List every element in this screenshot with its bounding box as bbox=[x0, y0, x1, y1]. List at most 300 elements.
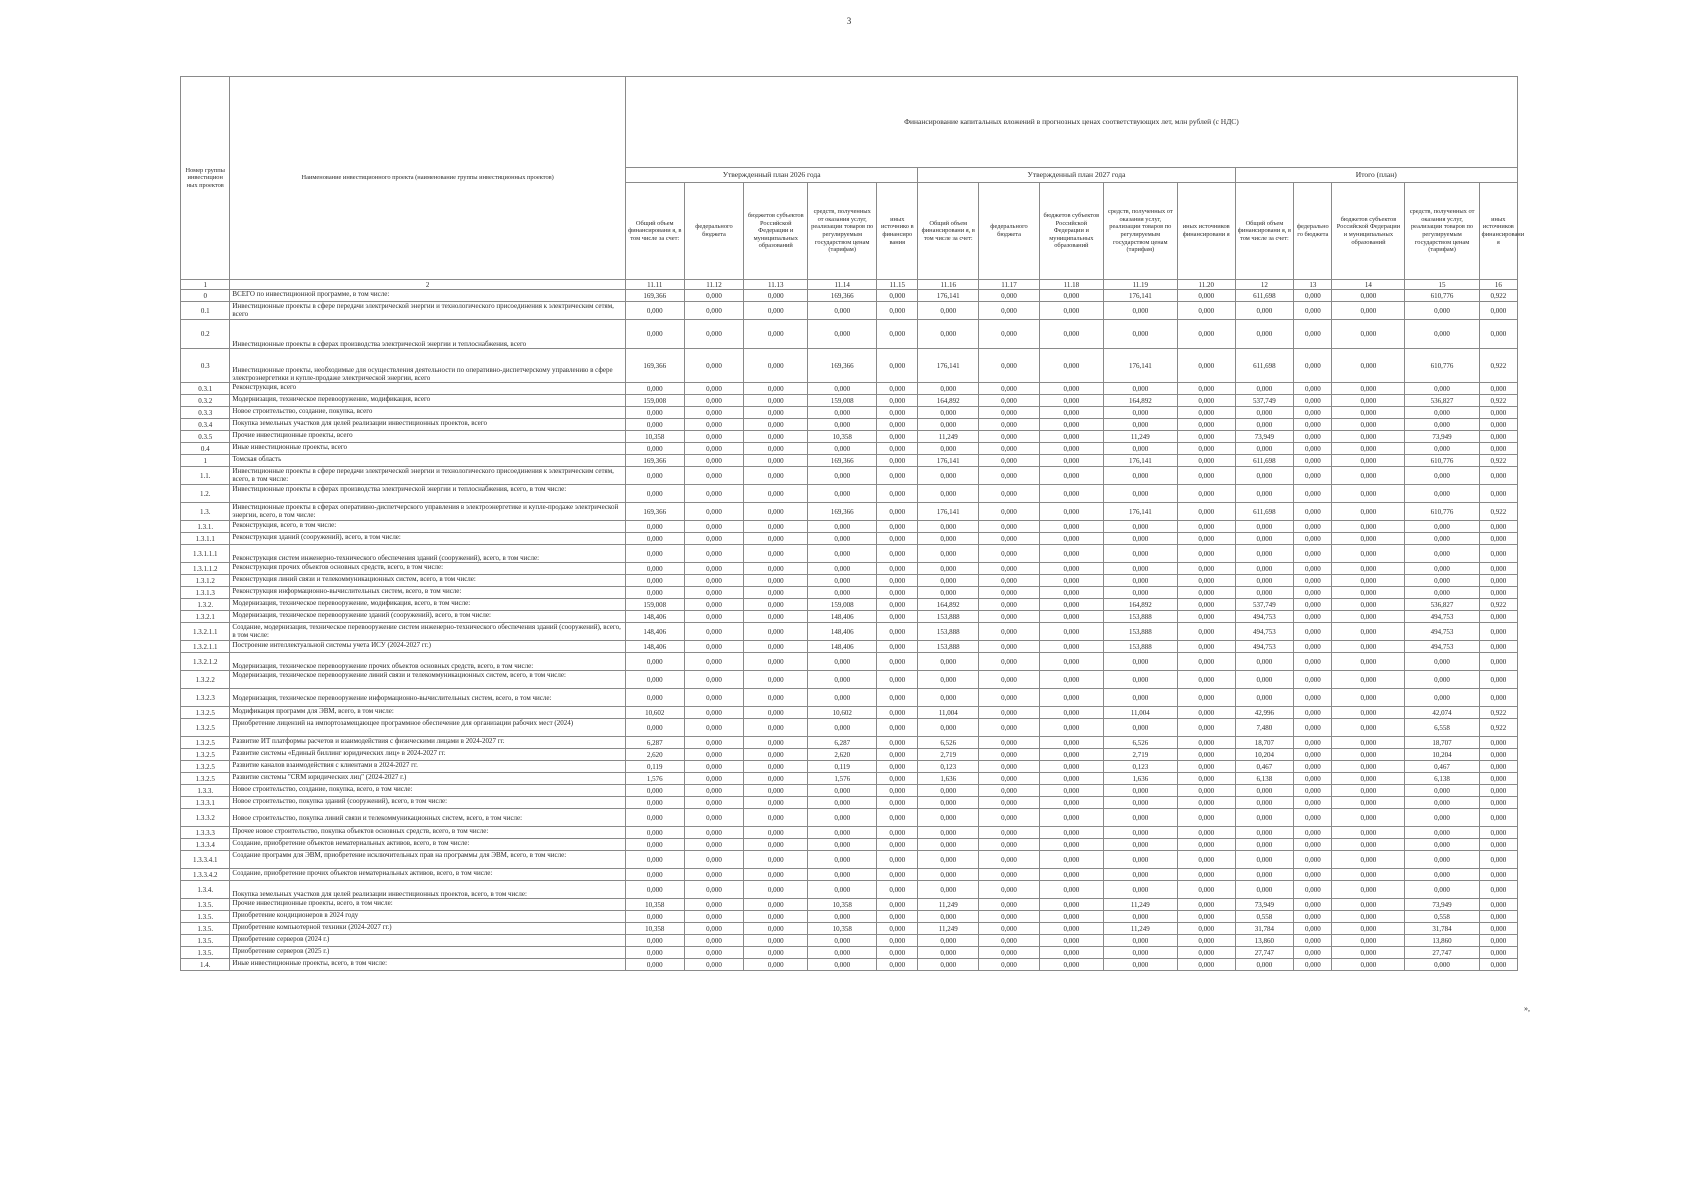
value-cell: 0,000 bbox=[1294, 641, 1332, 653]
value-cell: 0,000 bbox=[684, 719, 744, 737]
value-cell: 0,000 bbox=[1294, 851, 1332, 869]
value-cell: 0,000 bbox=[684, 881, 744, 899]
table-row bbox=[181, 599, 1518, 611]
value-cell: 0,000 bbox=[1294, 503, 1332, 521]
value-cell: 0,000 bbox=[808, 911, 877, 923]
row-number: 1.3.2. bbox=[181, 599, 230, 611]
value-cell: 10,204 bbox=[1235, 749, 1294, 761]
column-number: 11.15 bbox=[877, 280, 918, 290]
value-cell: 0,000 bbox=[1177, 419, 1235, 431]
value-cell: 0,000 bbox=[877, 455, 918, 467]
row-number: 1.3.2.1 bbox=[181, 611, 230, 623]
project-name-cell: Прочие инвестиционные проекты, всего bbox=[230, 431, 625, 443]
value-cell: 0,922 bbox=[1479, 707, 1517, 719]
value-cell: 0,922 bbox=[1479, 395, 1517, 407]
value-cell: 18,707 bbox=[1405, 737, 1479, 749]
value-cell: 0,000 bbox=[979, 719, 1040, 737]
value-cell: 0,000 bbox=[1294, 587, 1332, 599]
value-cell: 0,000 bbox=[808, 809, 877, 827]
value-cell: 0,000 bbox=[1039, 689, 1103, 707]
value-cell: 0,000 bbox=[1294, 911, 1332, 923]
value-cell: 0,000 bbox=[1332, 839, 1405, 851]
value-cell: 31,784 bbox=[1405, 923, 1479, 935]
value-cell: 0,000 bbox=[1405, 443, 1479, 455]
value-cell: 11,004 bbox=[1103, 707, 1177, 719]
project-name-cell: Иные инвестиционные проекты, всего, в том числе: bbox=[230, 959, 625, 971]
value-cell: 0,000 bbox=[979, 383, 1040, 395]
project-name-cell: Покупка земельных участков для целей реализации инвестиционных проектов, всего bbox=[230, 419, 625, 431]
value-cell: 153,888 bbox=[1103, 611, 1177, 623]
table-row bbox=[181, 563, 1518, 575]
value-cell: 0,000 bbox=[684, 587, 744, 599]
value-cell: 6,526 bbox=[918, 737, 979, 749]
project-name-cell: Реконструкция зданий (сооружений), всего, в том числе: bbox=[230, 533, 625, 545]
value-cell: 0,000 bbox=[1294, 407, 1332, 419]
value-cell: 0,000 bbox=[684, 419, 744, 431]
value-cell: 0,000 bbox=[979, 761, 1040, 773]
value-cell: 0,000 bbox=[684, 797, 744, 809]
value-cell: 0,000 bbox=[1405, 575, 1479, 587]
row-number: 1.3.3.1 bbox=[181, 797, 230, 809]
row-number: 1.3.3. bbox=[181, 785, 230, 797]
value-cell: 611,698 bbox=[1235, 349, 1294, 383]
value-cell: 0,000 bbox=[808, 653, 877, 671]
value-cell: 0,000 bbox=[1235, 419, 1294, 431]
row-number: 0.3.1 bbox=[181, 383, 230, 395]
row-number: 1.3.2.5 bbox=[181, 761, 230, 773]
value-cell: 0,000 bbox=[979, 407, 1040, 419]
value-cell: 0,000 bbox=[1039, 320, 1103, 349]
value-cell: 0,000 bbox=[684, 611, 744, 623]
value-cell: 0,000 bbox=[877, 785, 918, 797]
column-number: 1 bbox=[181, 280, 230, 290]
value-cell: 0,000 bbox=[1177, 320, 1235, 349]
value-cell: 0,000 bbox=[744, 851, 808, 869]
value-cell: 0,000 bbox=[1039, 707, 1103, 719]
row-number: 0 bbox=[181, 290, 230, 302]
project-name-cell: Новое строительство, покупка зданий (сооружений), всего, в том числе: bbox=[230, 797, 625, 809]
value-cell: 27,747 bbox=[1235, 947, 1294, 959]
value-cell: 153,888 bbox=[1103, 623, 1177, 641]
financing-table bbox=[180, 76, 1525, 971]
row-number: 0.4 bbox=[181, 443, 230, 455]
value-cell: 13,860 bbox=[1235, 935, 1294, 947]
project-name-cell: Создание, модернизация, техническое перевооружение систем инженерно-технического обеспечения зданий (сооружений), всего, в том числе: bbox=[230, 623, 625, 641]
value-cell: 176,141 bbox=[1103, 503, 1177, 521]
value-cell: 0,000 bbox=[1479, 671, 1517, 689]
value-cell: 0,000 bbox=[744, 431, 808, 443]
table-row bbox=[181, 587, 1518, 599]
value-cell: 0,000 bbox=[1177, 599, 1235, 611]
project-name-cell: Инвестиционные проекты в сфере передачи электрической энергии и технологического присоединения к электрическим сетям, всего, в том числе: bbox=[230, 467, 625, 485]
value-cell: 0,000 bbox=[684, 383, 744, 395]
row-number: 1.3.3.4.2 bbox=[181, 869, 230, 881]
value-cell: 2,620 bbox=[625, 749, 684, 761]
value-cell: 0,000 bbox=[1332, 575, 1405, 587]
value-cell: 169,366 bbox=[625, 503, 684, 521]
value-cell: 0,000 bbox=[1039, 455, 1103, 467]
value-cell: 0,000 bbox=[979, 521, 1040, 533]
value-cell: 0,000 bbox=[1103, 443, 1177, 455]
row-number: 1.3.5. bbox=[181, 911, 230, 923]
value-cell: 494,753 bbox=[1235, 611, 1294, 623]
column-number: 16 bbox=[1479, 280, 1517, 290]
value-cell: 0,000 bbox=[1177, 467, 1235, 485]
value-cell: 0,000 bbox=[1103, 545, 1177, 563]
row-number: 1.3.5. bbox=[181, 935, 230, 947]
value-cell: 0,000 bbox=[979, 545, 1040, 563]
value-cell: 0,000 bbox=[744, 923, 808, 935]
value-cell: 0,000 bbox=[877, 671, 918, 689]
value-cell: 0,000 bbox=[1235, 671, 1294, 689]
value-cell: 0,000 bbox=[1479, 785, 1517, 797]
value-cell: 0,000 bbox=[1177, 395, 1235, 407]
value-cell: 0,000 bbox=[979, 611, 1040, 623]
row-number: 0.3.5 bbox=[181, 431, 230, 443]
row-number: 1.3.2.5 bbox=[181, 707, 230, 719]
value-cell: 0,000 bbox=[1103, 587, 1177, 599]
value-cell: 0,000 bbox=[744, 671, 808, 689]
value-cell: 0,000 bbox=[1235, 407, 1294, 419]
value-cell: 0,000 bbox=[1479, 869, 1517, 881]
value-cell: 0,000 bbox=[1332, 881, 1405, 899]
value-cell: 0,000 bbox=[1332, 959, 1405, 971]
value-cell: 0,000 bbox=[1479, 881, 1517, 899]
value-cell: 0,000 bbox=[1039, 521, 1103, 533]
value-cell: 0,000 bbox=[684, 653, 744, 671]
value-cell: 0,000 bbox=[1103, 671, 1177, 689]
table-row bbox=[181, 869, 1518, 881]
value-cell: 0,000 bbox=[918, 575, 979, 587]
value-cell: 0,000 bbox=[1039, 959, 1103, 971]
value-cell: 0,000 bbox=[979, 689, 1040, 707]
value-cell: 0,000 bbox=[1103, 719, 1177, 737]
value-cell: 0,000 bbox=[744, 455, 808, 467]
value-cell: 0,000 bbox=[918, 839, 979, 851]
value-cell: 0,000 bbox=[744, 935, 808, 947]
value-cell: 0,000 bbox=[808, 533, 877, 545]
project-name-cell: Покупка земельных участков для целей реализации инвестиционных проектов, всего, в том числе: bbox=[230, 881, 625, 899]
value-cell: 0,000 bbox=[1294, 599, 1332, 611]
value-cell: 0,000 bbox=[1039, 587, 1103, 599]
value-cell: 0,000 bbox=[877, 611, 918, 623]
value-cell: 0,000 bbox=[744, 545, 808, 563]
value-cell: 0,000 bbox=[1039, 737, 1103, 749]
value-cell: 0,000 bbox=[1479, 575, 1517, 587]
value-cell: 73,949 bbox=[1405, 899, 1479, 911]
value-cell: 0,000 bbox=[877, 947, 918, 959]
value-cell: 0,000 bbox=[1479, 839, 1517, 851]
value-cell: 164,892 bbox=[918, 395, 979, 407]
value-cell: 0,000 bbox=[625, 485, 684, 503]
value-cell: 0,000 bbox=[1235, 797, 1294, 809]
value-cell: 0,000 bbox=[625, 521, 684, 533]
value-cell: 0,000 bbox=[625, 881, 684, 899]
value-cell: 0,000 bbox=[1479, 827, 1517, 839]
value-cell: 0,000 bbox=[684, 851, 744, 869]
value-cell: 0,000 bbox=[877, 749, 918, 761]
value-cell: 0,000 bbox=[1332, 623, 1405, 641]
value-cell: 0,000 bbox=[918, 935, 979, 947]
column-number: 2 bbox=[230, 280, 625, 290]
value-cell: 0,000 bbox=[1405, 521, 1479, 533]
value-cell: 0,000 bbox=[877, 395, 918, 407]
value-cell: 0,000 bbox=[1103, 653, 1177, 671]
value-cell: 0,000 bbox=[744, 707, 808, 719]
value-cell: 0,000 bbox=[1294, 485, 1332, 503]
value-cell: 0,000 bbox=[979, 467, 1040, 485]
row-number: 0.1 bbox=[181, 302, 230, 320]
value-cell: 0,000 bbox=[744, 533, 808, 545]
value-cell: 0,000 bbox=[1294, 349, 1332, 383]
value-cell: 0,000 bbox=[918, 959, 979, 971]
value-cell: 2,719 bbox=[918, 749, 979, 761]
value-cell: 0,000 bbox=[1332, 443, 1405, 455]
value-cell: 0,000 bbox=[1479, 911, 1517, 923]
table-row bbox=[181, 467, 1518, 485]
value-cell: 0,000 bbox=[1039, 749, 1103, 761]
value-cell: 0,000 bbox=[1294, 290, 1332, 302]
value-cell: 0,000 bbox=[1294, 302, 1332, 320]
value-cell: 0,000 bbox=[684, 349, 744, 383]
value-cell: 0,000 bbox=[744, 563, 808, 575]
value-cell: 0,000 bbox=[1177, 773, 1235, 785]
value-cell: 0,000 bbox=[1235, 521, 1294, 533]
value-cell: 0,000 bbox=[979, 485, 1040, 503]
value-cell: 0,000 bbox=[1177, 719, 1235, 737]
value-cell: 0,000 bbox=[1405, 545, 1479, 563]
value-cell: 0,000 bbox=[877, 623, 918, 641]
value-cell: 0,000 bbox=[1103, 797, 1177, 809]
value-cell: 1,576 bbox=[625, 773, 684, 785]
value-cell: 0,000 bbox=[1294, 809, 1332, 827]
value-cell: 0,000 bbox=[1405, 587, 1479, 599]
value-cell: 0,000 bbox=[918, 521, 979, 533]
value-cell: 0,922 bbox=[1479, 290, 1517, 302]
project-name-cell: Новое строительство, создание, покупка, всего, в том числе: bbox=[230, 785, 625, 797]
value-cell: 0,000 bbox=[744, 947, 808, 959]
row-number: 1.3.3.4 bbox=[181, 839, 230, 851]
value-cell: 27,747 bbox=[1405, 947, 1479, 959]
project-name-cell: Развитие системы «Единый биллинг юридических лиц» в 2024-2027 гг. bbox=[230, 749, 625, 761]
value-cell: 0,000 bbox=[918, 785, 979, 797]
header-2026-federal-budget: федерального бюджета bbox=[684, 183, 744, 280]
value-cell: 0,000 bbox=[877, 851, 918, 869]
value-cell: 0,000 bbox=[1405, 653, 1479, 671]
value-cell: 0,000 bbox=[1405, 485, 1479, 503]
project-name-cell: Модернизация, техническое перевооружение, модификация, всего, в том числе: bbox=[230, 599, 625, 611]
value-cell: 0,000 bbox=[1479, 320, 1517, 349]
value-cell: 0,000 bbox=[684, 869, 744, 881]
value-cell: 0,922 bbox=[1479, 349, 1517, 383]
value-cell: 0,000 bbox=[744, 911, 808, 923]
value-cell: 0,000 bbox=[684, 395, 744, 407]
value-cell: 13,860 bbox=[1405, 935, 1479, 947]
value-cell: 0,000 bbox=[979, 851, 1040, 869]
value-cell: 0,000 bbox=[1103, 575, 1177, 587]
project-name-cell: Построение интеллектуальной системы учета ИСУ (2024-2027 гг.) bbox=[230, 641, 625, 653]
value-cell: 611,698 bbox=[1235, 455, 1294, 467]
value-cell: 0,000 bbox=[808, 587, 877, 599]
value-cell: 0,000 bbox=[1103, 407, 1177, 419]
value-cell: 0,000 bbox=[1177, 575, 1235, 587]
table-row bbox=[181, 419, 1518, 431]
value-cell: 0,000 bbox=[1103, 869, 1177, 881]
value-cell: 0,000 bbox=[877, 935, 918, 947]
value-cell: 0,000 bbox=[877, 349, 918, 383]
value-cell: 153,888 bbox=[918, 641, 979, 653]
value-cell: 0,000 bbox=[1332, 869, 1405, 881]
value-cell: 0,000 bbox=[625, 869, 684, 881]
value-cell: 0,000 bbox=[1405, 467, 1479, 485]
value-cell: 610,776 bbox=[1405, 349, 1479, 383]
value-cell: 169,366 bbox=[808, 349, 877, 383]
value-cell: 0,000 bbox=[1177, 809, 1235, 827]
row-number: 0.3.2 bbox=[181, 395, 230, 407]
value-cell: 0,000 bbox=[808, 443, 877, 455]
value-cell: 0,000 bbox=[1479, 533, 1517, 545]
value-cell: 0,000 bbox=[1479, 851, 1517, 869]
value-cell: 0,000 bbox=[1332, 503, 1405, 521]
value-cell: 0,000 bbox=[1479, 737, 1517, 749]
value-cell: 10,204 bbox=[1405, 749, 1479, 761]
value-cell: 0,000 bbox=[625, 419, 684, 431]
value-cell: 0,000 bbox=[979, 599, 1040, 611]
value-cell: 0,000 bbox=[808, 485, 877, 503]
value-cell: 0,000 bbox=[877, 923, 918, 935]
table-row bbox=[181, 899, 1518, 911]
value-cell: 148,406 bbox=[808, 611, 877, 623]
value-cell: 0,000 bbox=[877, 383, 918, 395]
value-cell: 0,123 bbox=[918, 761, 979, 773]
project-name-cell: Модификация программ для ЭВМ, всего, в том числе: bbox=[230, 707, 625, 719]
value-cell: 0,000 bbox=[1039, 485, 1103, 503]
value-cell: 31,784 bbox=[1235, 923, 1294, 935]
value-cell: 0,000 bbox=[1039, 563, 1103, 575]
project-name-cell: Развитие системы "CRM юридических лиц" (2024-2027 г.) bbox=[230, 773, 625, 785]
value-cell: 0,000 bbox=[684, 431, 744, 443]
header-2027-regional-budgets: бюджетов субъектов Российской Федерации и муниципальных образований bbox=[1039, 183, 1103, 280]
value-cell: 0,000 bbox=[1405, 785, 1479, 797]
value-cell: 0,000 bbox=[1039, 575, 1103, 587]
value-cell: 0,000 bbox=[1039, 785, 1103, 797]
value-cell: 0,000 bbox=[684, 533, 744, 545]
value-cell: 0,000 bbox=[877, 689, 918, 707]
value-cell: 0,000 bbox=[684, 671, 744, 689]
value-cell: 0,000 bbox=[1332, 521, 1405, 533]
header-2026-regulated-tariff-funds: средств, полученных от оказания услуг, реализации товаров по регулируемым государством ценам (тарифам) bbox=[808, 183, 877, 280]
value-cell: 0,000 bbox=[1235, 851, 1294, 869]
header-total-other-sources: иных источников финансировани я bbox=[1479, 183, 1517, 280]
value-cell: 494,753 bbox=[1405, 641, 1479, 653]
value-cell: 0,000 bbox=[1039, 827, 1103, 839]
value-cell: 0,000 bbox=[1235, 839, 1294, 851]
value-cell: 0,000 bbox=[625, 575, 684, 587]
project-name-cell: Модернизация, техническое перевооружение прочих объектов основных средств, всего, в том числе: bbox=[230, 653, 625, 671]
project-name-cell: Реконструкция систем инженерно-технического обеспечения зданий (сооружений), всего, в том числе: bbox=[230, 545, 625, 563]
value-cell: 0,000 bbox=[1332, 431, 1405, 443]
row-number: 1.4. bbox=[181, 959, 230, 971]
value-cell: 0,000 bbox=[877, 443, 918, 455]
value-cell: 0,922 bbox=[1479, 503, 1517, 521]
value-cell: 0,000 bbox=[1332, 773, 1405, 785]
header-financing: Финансирование капитальных вложений в прогнозных ценах соответствующих лет, млн рублей (с НДС) bbox=[625, 77, 1517, 168]
row-number: 1.3.1.1.2 bbox=[181, 563, 230, 575]
table-row bbox=[181, 809, 1518, 827]
table-row bbox=[181, 839, 1518, 851]
project-name-cell: Реконструкция прочих объектов основных средств, всего, в том числе: bbox=[230, 563, 625, 575]
value-cell: 0,000 bbox=[625, 851, 684, 869]
value-cell: 0,000 bbox=[877, 431, 918, 443]
value-cell: 0,000 bbox=[1103, 521, 1177, 533]
value-cell: 0,000 bbox=[1039, 773, 1103, 785]
value-cell: 0,000 bbox=[979, 911, 1040, 923]
value-cell: 0,000 bbox=[1177, 839, 1235, 851]
value-cell: 0,000 bbox=[877, 827, 918, 839]
value-cell: 0,000 bbox=[744, 737, 808, 749]
value-cell: 0,000 bbox=[1332, 899, 1405, 911]
value-cell: 164,892 bbox=[1103, 395, 1177, 407]
value-cell: 0,000 bbox=[1332, 407, 1405, 419]
value-cell: 0,000 bbox=[1479, 959, 1517, 971]
value-cell: 0,000 bbox=[625, 563, 684, 575]
value-cell: 176,141 bbox=[918, 455, 979, 467]
value-cell: 176,141 bbox=[1103, 455, 1177, 467]
value-cell: 42,996 bbox=[1235, 707, 1294, 719]
project-name-cell: Создание программ для ЭВМ, приобретение исключительных прав на программы для ЭВМ, всего, в том числе: bbox=[230, 851, 625, 869]
value-cell: 7,480 bbox=[1235, 719, 1294, 737]
value-cell: 0,000 bbox=[979, 869, 1040, 881]
value-cell: 0,000 bbox=[744, 320, 808, 349]
header-total-total-volume: Общий объем финансировани я, в том числе за счет: bbox=[1235, 183, 1294, 280]
value-cell: 0,000 bbox=[1294, 467, 1332, 485]
value-cell: 0,000 bbox=[1405, 881, 1479, 899]
value-cell: 0,000 bbox=[744, 899, 808, 911]
value-cell: 0,000 bbox=[1177, 827, 1235, 839]
value-cell: 159,008 bbox=[808, 599, 877, 611]
table-row bbox=[181, 611, 1518, 623]
value-cell: 0,000 bbox=[808, 545, 877, 563]
value-cell: 0,000 bbox=[1332, 611, 1405, 623]
value-cell: 0,000 bbox=[625, 302, 684, 320]
value-cell: 0,000 bbox=[1405, 839, 1479, 851]
value-cell: 0,000 bbox=[1332, 302, 1405, 320]
table-row bbox=[181, 533, 1518, 545]
value-cell: 0,000 bbox=[1294, 797, 1332, 809]
value-cell: 0,000 bbox=[684, 785, 744, 797]
value-cell: 0,000 bbox=[1294, 575, 1332, 587]
value-cell: 0,000 bbox=[1039, 797, 1103, 809]
value-cell: 0,000 bbox=[1405, 419, 1479, 431]
value-cell: 0,000 bbox=[1039, 935, 1103, 947]
value-cell: 0,000 bbox=[1103, 419, 1177, 431]
value-cell: 169,366 bbox=[808, 503, 877, 521]
value-cell: 0,000 bbox=[1177, 641, 1235, 653]
value-cell: 0,000 bbox=[1332, 641, 1405, 653]
value-cell: 0,000 bbox=[744, 623, 808, 641]
value-cell: 0,000 bbox=[1294, 395, 1332, 407]
row-number: 1.3.1.1.1 bbox=[181, 545, 230, 563]
value-cell: 0,000 bbox=[1039, 302, 1103, 320]
value-cell: 0,000 bbox=[1405, 533, 1479, 545]
value-cell: 0,000 bbox=[744, 959, 808, 971]
value-cell: 0,000 bbox=[979, 349, 1040, 383]
value-cell: 0,000 bbox=[1332, 383, 1405, 395]
value-cell: 0,000 bbox=[684, 563, 744, 575]
value-cell: 0,000 bbox=[1235, 302, 1294, 320]
value-cell: 0,000 bbox=[979, 563, 1040, 575]
value-cell: 0,000 bbox=[979, 947, 1040, 959]
